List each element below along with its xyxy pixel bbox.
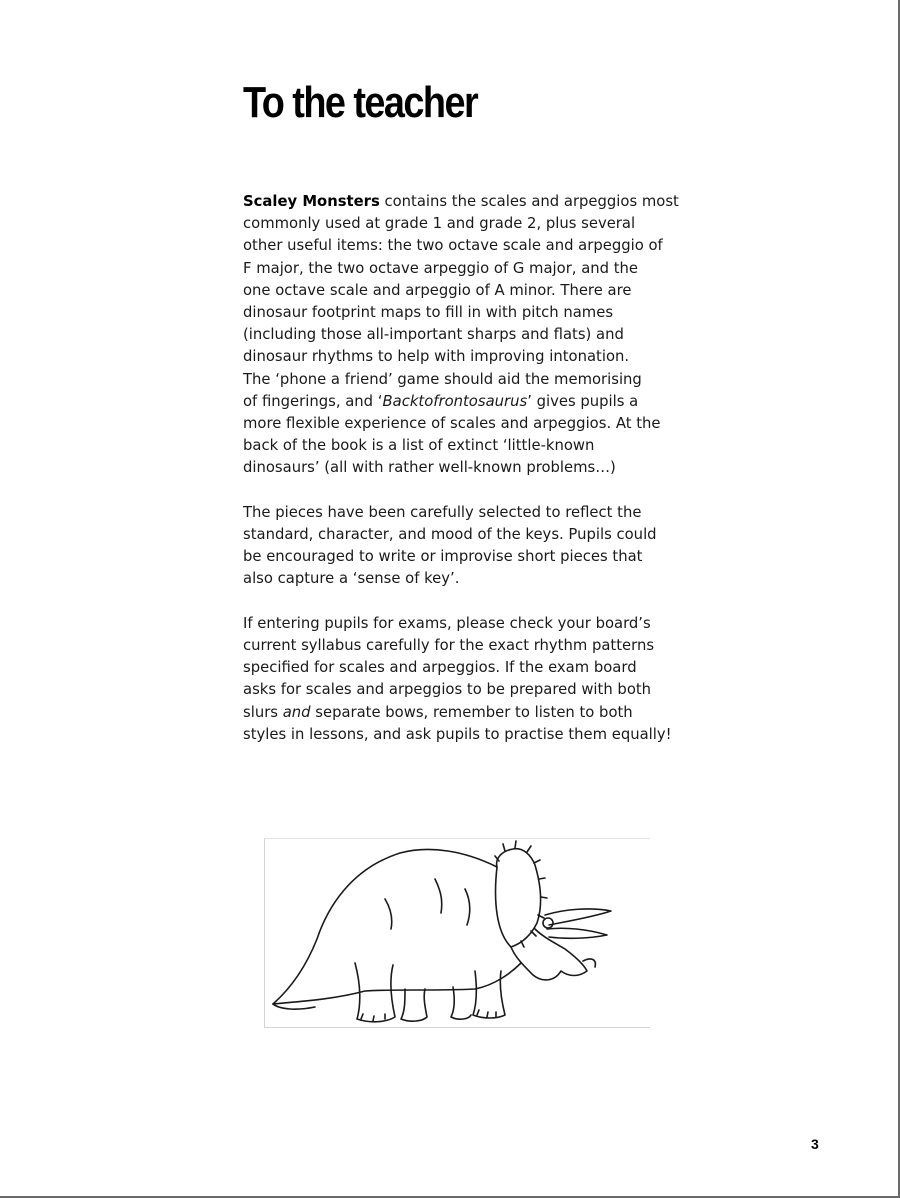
text-line: be encouraged to write or improvise short pieces that bbox=[243, 548, 643, 566]
page-number: 3 bbox=[811, 1136, 819, 1152]
text-line: The pieces have been carefully selected to reflect the bbox=[243, 503, 642, 521]
game-title: Backtofrontosaurus bbox=[382, 392, 528, 410]
text-line: more flexible experience of scales and arpeggios. At the bbox=[243, 415, 661, 433]
text-line: slurs and separate bows, remember to listen to both bbox=[243, 703, 633, 721]
text-line: dinosaur rhythms to help with improving intonation. bbox=[243, 348, 630, 366]
text-line: also capture a ‘sense of key’. bbox=[243, 570, 460, 588]
body-text bbox=[243, 191, 679, 768]
text-line: standard, character, and mood of the keys. Pupils could bbox=[243, 526, 657, 544]
text-line: of fingerings, and ‘Backtofrontosaurus’ gives pupils a bbox=[243, 392, 639, 410]
text-line: dinosaurs’ (all with rather well-known problems…) bbox=[243, 459, 616, 477]
text-line: specified for scales and arpeggios. If the exam board bbox=[243, 659, 637, 677]
text-line: asks for scales and arpeggios to be prepared with both bbox=[243, 681, 652, 699]
text-line: back of the book is a list of extinct ‘little-known bbox=[243, 437, 595, 455]
triceratops-illustration bbox=[264, 838, 650, 1028]
text-line: If entering pupils for exams, please check your board’s bbox=[243, 614, 651, 632]
text-line: commonly used at grade 1 and grade 2, plus several bbox=[243, 215, 636, 233]
text-line: other useful items: the two octave scale and arpeggio of bbox=[243, 237, 663, 255]
emphasis-and: and bbox=[282, 703, 311, 721]
text-line: F major, the two octave arpeggio of G major, and the bbox=[243, 259, 639, 277]
paragraph-intro bbox=[243, 191, 679, 480]
text-line: The ‘phone a friend’ game should aid the memorising bbox=[243, 370, 642, 388]
paragraph-pieces bbox=[243, 502, 673, 591]
page-title: To the teacher bbox=[243, 78, 478, 127]
text-line: current syllabus carefully for the exact rhythm patterns bbox=[243, 637, 655, 655]
text-line: one octave scale and arpeggio of A minor. There are bbox=[243, 281, 632, 299]
paragraph-exams bbox=[243, 613, 673, 746]
text-line: (including those all-important sharps and flats) and bbox=[243, 326, 624, 344]
text-line: dinosaur footprint maps to fill in with pitch names bbox=[243, 304, 614, 322]
text-line: Scaley Monsters contains the scales and arpeggios most bbox=[243, 193, 679, 210]
text-line: styles in lessons, and ask pupils to practise them equally! bbox=[243, 725, 672, 743]
triceratops-icon bbox=[265, 839, 651, 1029]
book-title: Scaley Monsters bbox=[243, 193, 380, 210]
